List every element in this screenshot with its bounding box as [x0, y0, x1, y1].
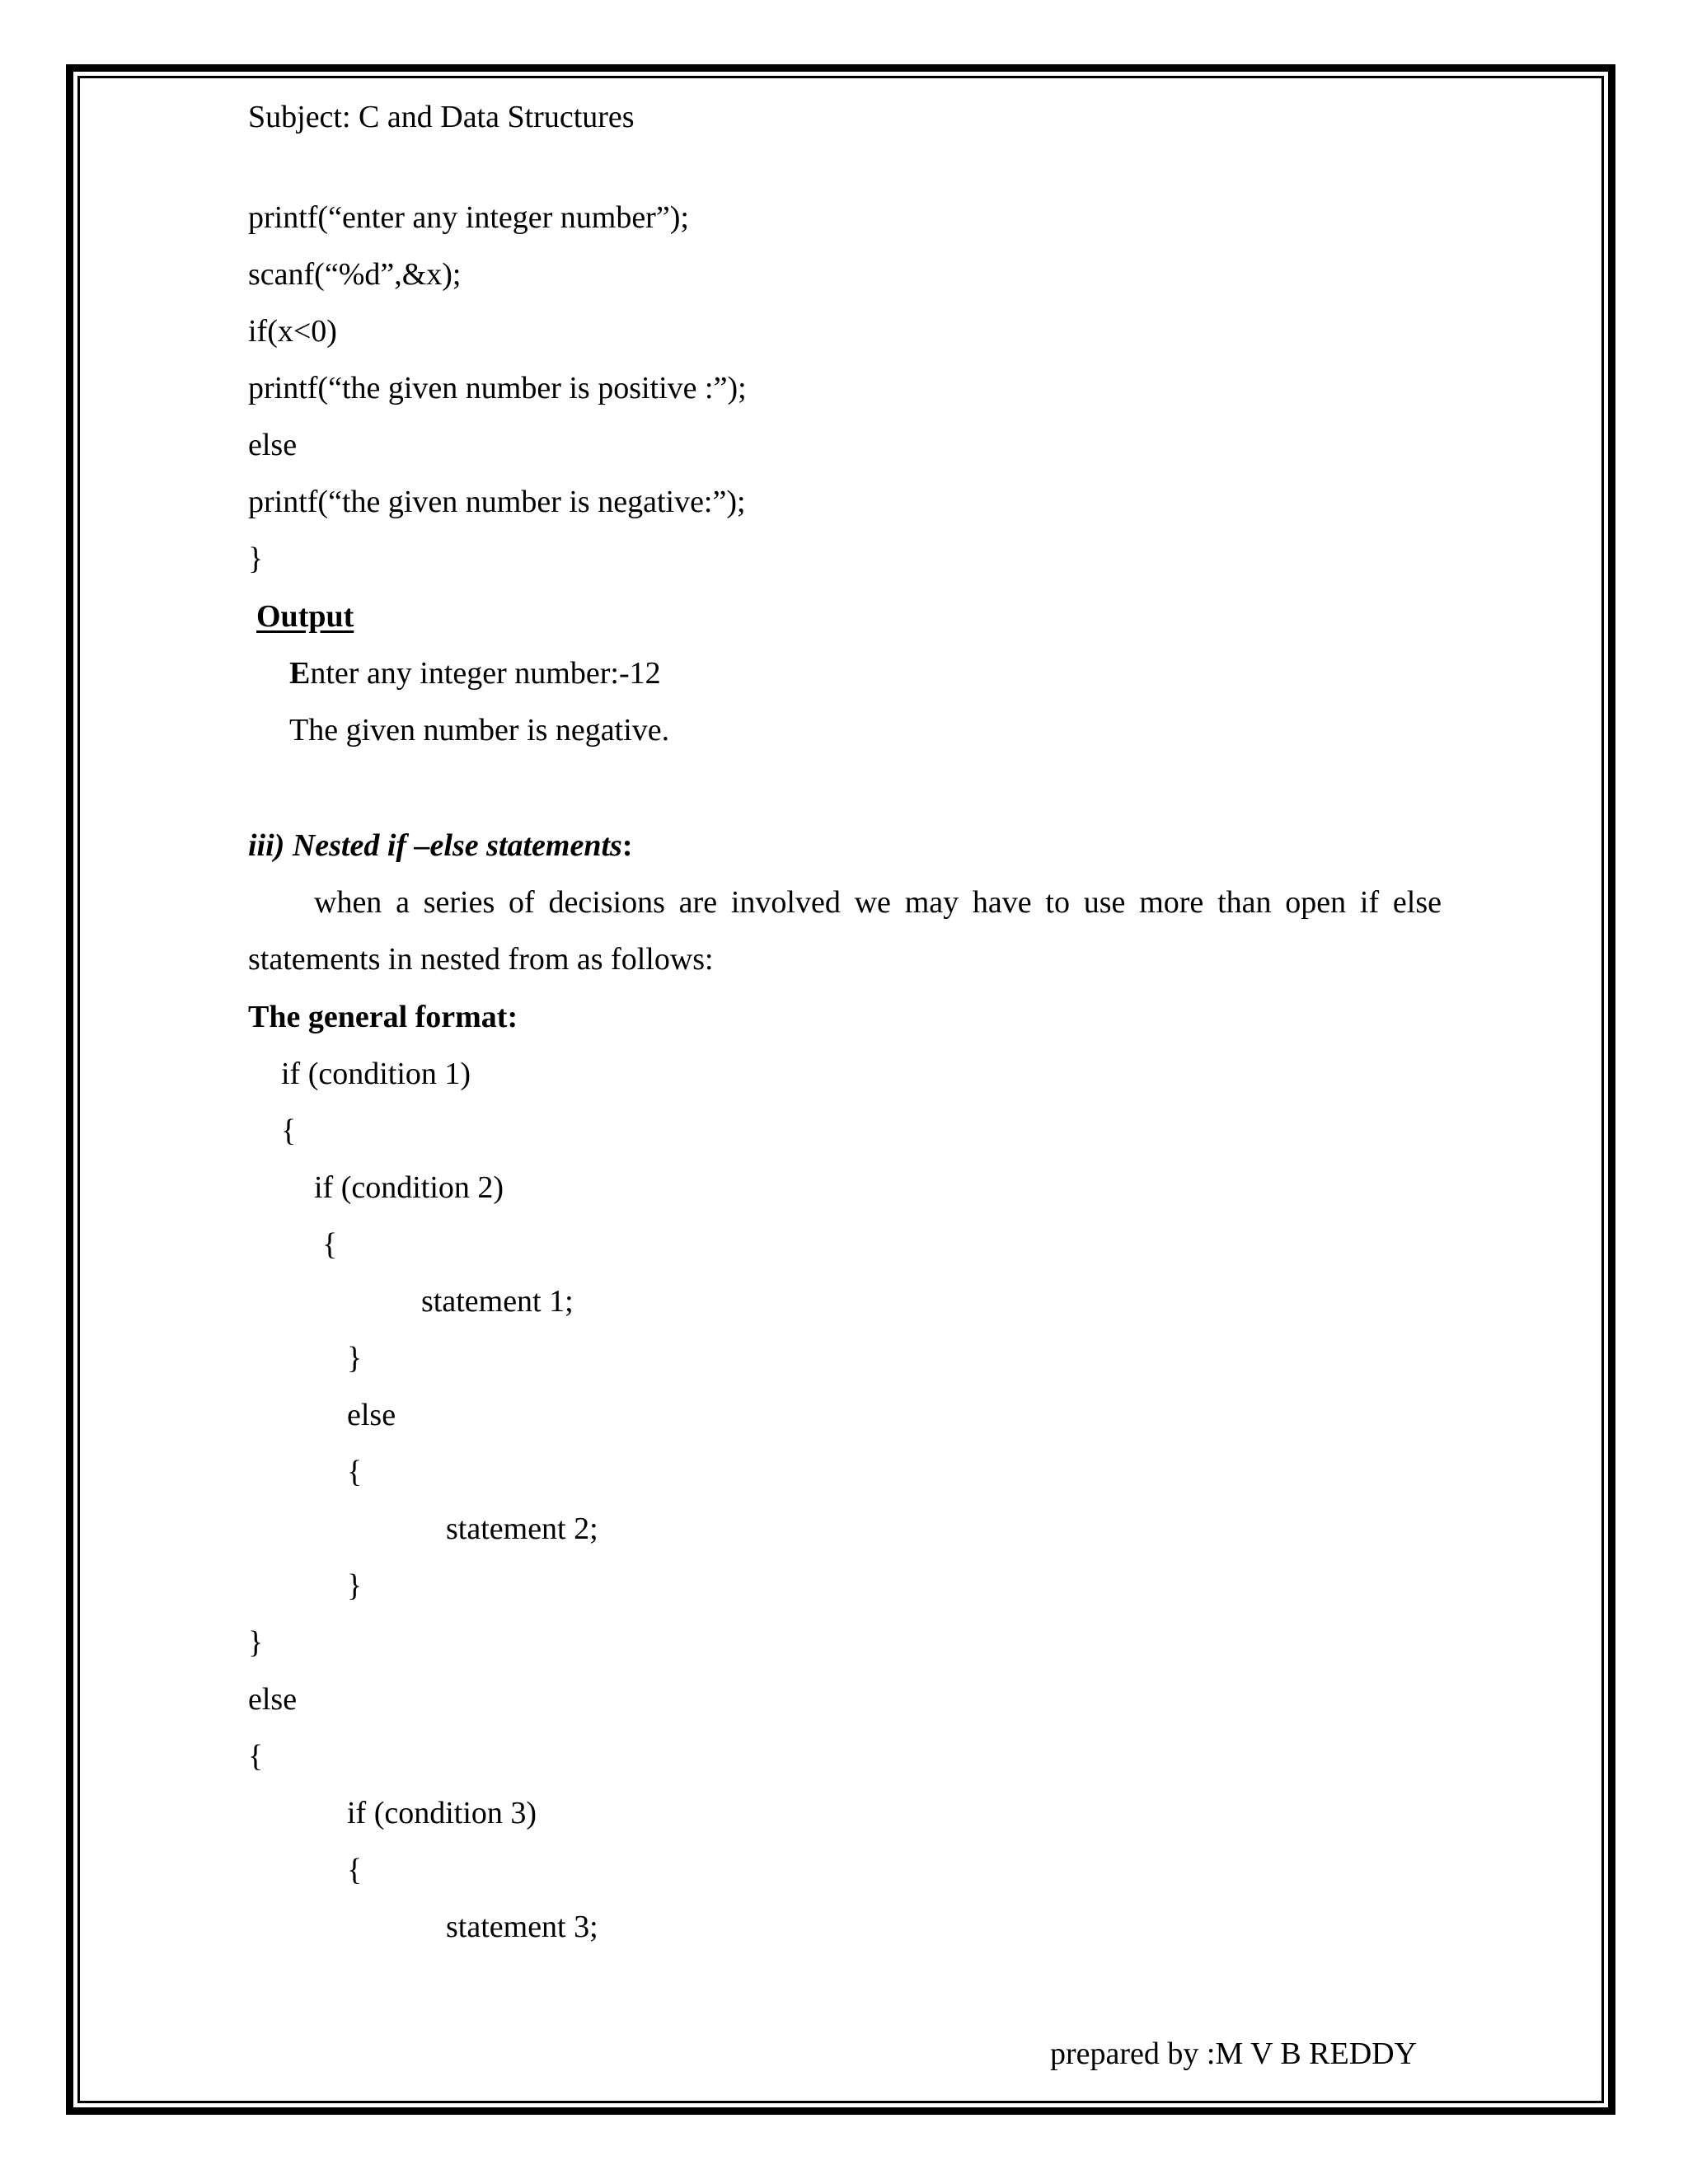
section-paragraph-line-2: statements in nested from as follows: — [248, 942, 714, 977]
output-first-letter: E — [289, 656, 311, 691]
format-line: else — [248, 1682, 298, 1717]
format-line: statement 2; — [446, 1511, 598, 1546]
code-line: printf(“the given number is positive :”); — [248, 371, 747, 405]
format-line: { — [347, 1455, 363, 1489]
code-line: scanf(“%d”,&x); — [248, 257, 462, 292]
subject-header: Subject: C and Data Structures — [248, 100, 635, 134]
footer-prepared-by: prepared by :M V B REDDY — [1050, 2036, 1418, 2071]
format-line: statement 3; — [446, 1910, 598, 1944]
format-line: { — [347, 1853, 363, 1887]
format-line: else — [347, 1398, 396, 1432]
output-line-1 — [289, 654, 661, 693]
format-line: if (condition 3) — [347, 1796, 537, 1830]
code-line: if(x<0) — [248, 314, 337, 349]
format-line: } — [347, 1341, 363, 1376]
section-paragraph-line-1: when a series of decisions are involved we may have to use more than open if else — [314, 885, 1442, 920]
code-line: printf(“enter any integer number”); — [248, 200, 689, 235]
output-heading: Output — [256, 599, 354, 634]
format-line: } — [248, 1625, 264, 1660]
general-format-heading: The general format: — [248, 1000, 518, 1034]
output-line-2: The given number is negative. — [289, 713, 670, 748]
format-line: { — [281, 1113, 297, 1148]
format-line: if (condition 1) — [281, 1057, 471, 1091]
section-heading — [248, 826, 632, 865]
format-line: { — [322, 1227, 338, 1262]
format-line: statement 1; — [421, 1284, 574, 1319]
section-heading-colon: : — [621, 828, 633, 863]
code-line: } — [248, 541, 264, 576]
code-line: else — [248, 428, 298, 462]
output-line-1-rest: nter any integer number:-12 — [310, 656, 661, 691]
code-line: printf(“the given number is negative:”); — [248, 485, 746, 519]
format-line: } — [347, 1568, 363, 1603]
format-line: if (condition 2) — [314, 1170, 504, 1205]
format-line: { — [248, 1739, 264, 1774]
section-heading-text: iii) Nested if –else statements — [248, 828, 622, 863]
